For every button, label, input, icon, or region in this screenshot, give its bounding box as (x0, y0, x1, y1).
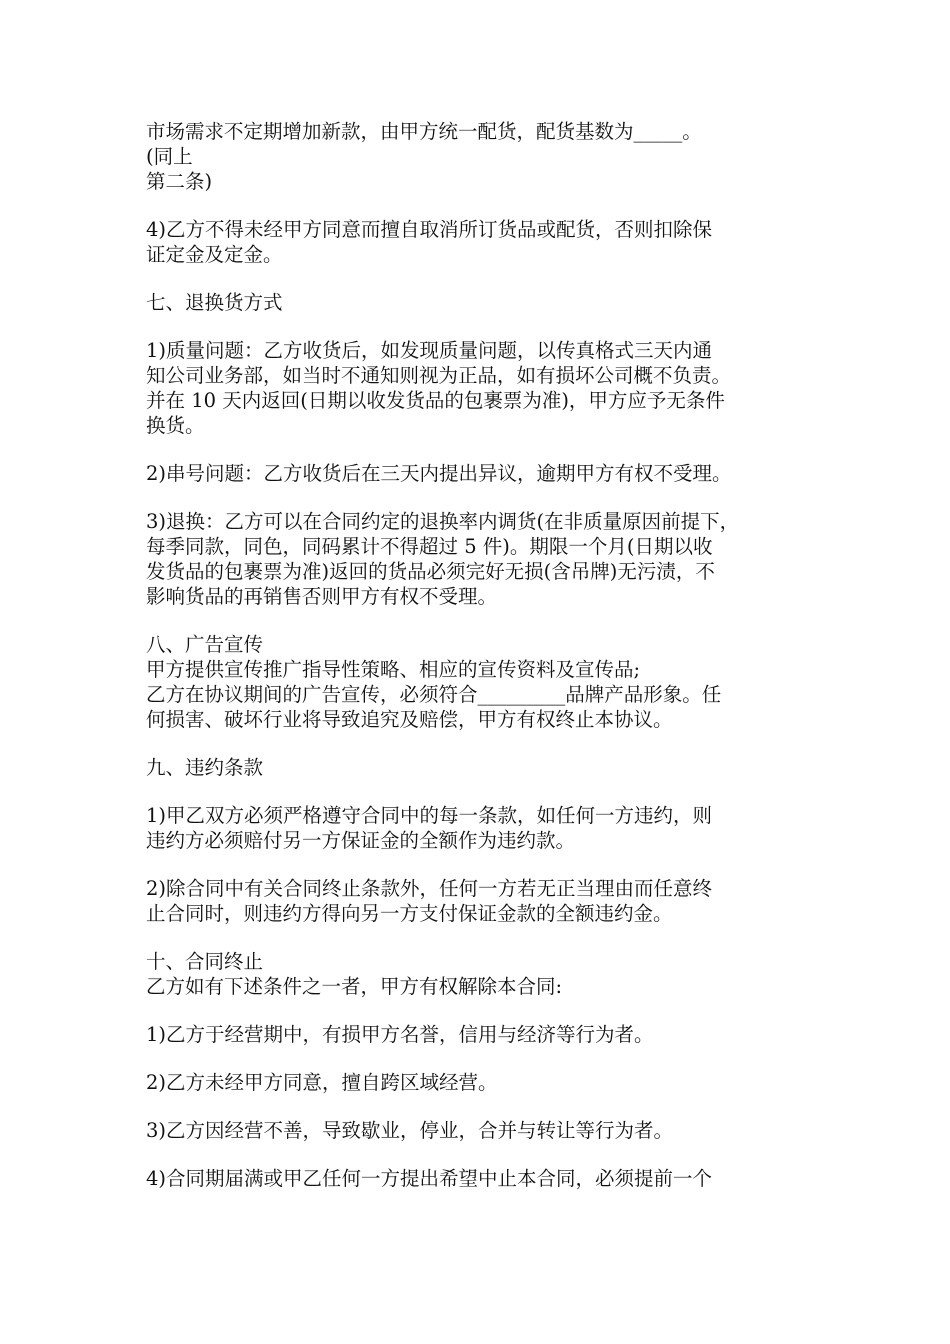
paragraph-gap (146, 609, 816, 632)
text-line: 七、退换货方式 (146, 291, 283, 314)
text-line: 知公司业务部，如当时不通知则视为正品，如有损坏公司概不负责。 (146, 364, 732, 387)
text-line: 换货。 (146, 414, 205, 437)
document-body (146, 119, 816, 1191)
text-line: 1)质量问题：乙方收货后，如发现质量问题，以传真格式三天内通 (146, 339, 713, 362)
text-line: 3)退换：乙方可以在合同约定的退换率内调货(在非质量原因前提下， (146, 510, 740, 533)
text-line: 违约方必须赔付另一方保证金的全额作为违约款。 (146, 829, 576, 852)
paragraph-gap (146, 732, 816, 755)
text-line: 何损害、破坏行业将导致追究及赔偿，甲方有权终止本协议。 (146, 708, 673, 731)
paragraph-gap (146, 315, 816, 338)
text-line: 3)乙方因经营不善，导致歇业，停业，合并与转让等行为者。 (146, 1119, 674, 1142)
paragraph-gap (146, 194, 816, 217)
text-line: 1)甲乙双方必须严格遵守合同中的每一条款，如任何一方违约，则 (146, 804, 713, 827)
text-line: 发货品的包裹票为准)返回的货品必须完好无损(含吊牌)无污渍，不 (146, 560, 715, 583)
text-line: 第二条) (146, 170, 213, 193)
text-line: 止合同时，则违约方得向另一方支付保证金款的全额违约金。 (146, 902, 673, 925)
paragraph-gap (146, 853, 816, 876)
paragraph-gap (146, 1143, 816, 1166)
text-line: 2)串号问题：乙方收货后在三天内提出异议，逾期甲方有权不受理。 (146, 462, 732, 485)
paragraph-gap (146, 267, 816, 290)
paragraph-gap (146, 1095, 816, 1118)
paragraph-gap (146, 486, 816, 509)
text-line: 十、合同终止 (146, 950, 264, 973)
text-line: 乙方在协议期间的广告宣传，必须符合_________品牌产品形象。任 (146, 683, 722, 706)
text-line: 4)合同期届满或甲乙任何一方提出希望中止本合同，必须提前一个 (146, 1167, 713, 1190)
text-line: 甲方提供宣传推广指导性策略、相应的宣传资料及宣传品; (146, 658, 641, 681)
text-line: 1)乙方于经营期中，有损甲方名誉，信用与经济等行为者。 (146, 1023, 654, 1046)
paragraph-gap (146, 780, 816, 803)
text-line: 2)除合同中有关合同终止条款外，任何一方若无正当理由而任意终 (146, 877, 713, 900)
text-line: (同上 (146, 145, 193, 168)
paragraph-gap (146, 438, 816, 461)
paragraph-gap (146, 1047, 816, 1070)
text-line: 并在 10 天内返回(日期以收发货品的包裹票为准)，甲方应予无条件 (146, 389, 725, 412)
text-line: 每季同款，同色，同码累计不得超过 5 件)。期限一个月(日期以收 (146, 535, 713, 558)
paragraph-gap (146, 999, 816, 1022)
text-line: 九、违约条款 (146, 756, 264, 779)
text-line: 乙方如有下述条件之一者，甲方有权解除本合同: (146, 975, 563, 998)
text-line: 市场需求不定期增加新款，由甲方统一配货，配货基数为_____。 (146, 120, 702, 143)
text-line: 2)乙方未经甲方同意，擅自跨区域经营。 (146, 1071, 498, 1094)
paragraph-gap (146, 926, 816, 949)
text-line: 八、广告宣传 (146, 633, 264, 656)
text-line: 影响货品的再销售否则甲方有权不受理。 (146, 585, 498, 608)
text-line: 4)乙方不得未经甲方同意而擅自取消所订货品或配货，否则扣除保 (146, 218, 713, 241)
text-line: 证定金及定金。 (146, 243, 283, 266)
